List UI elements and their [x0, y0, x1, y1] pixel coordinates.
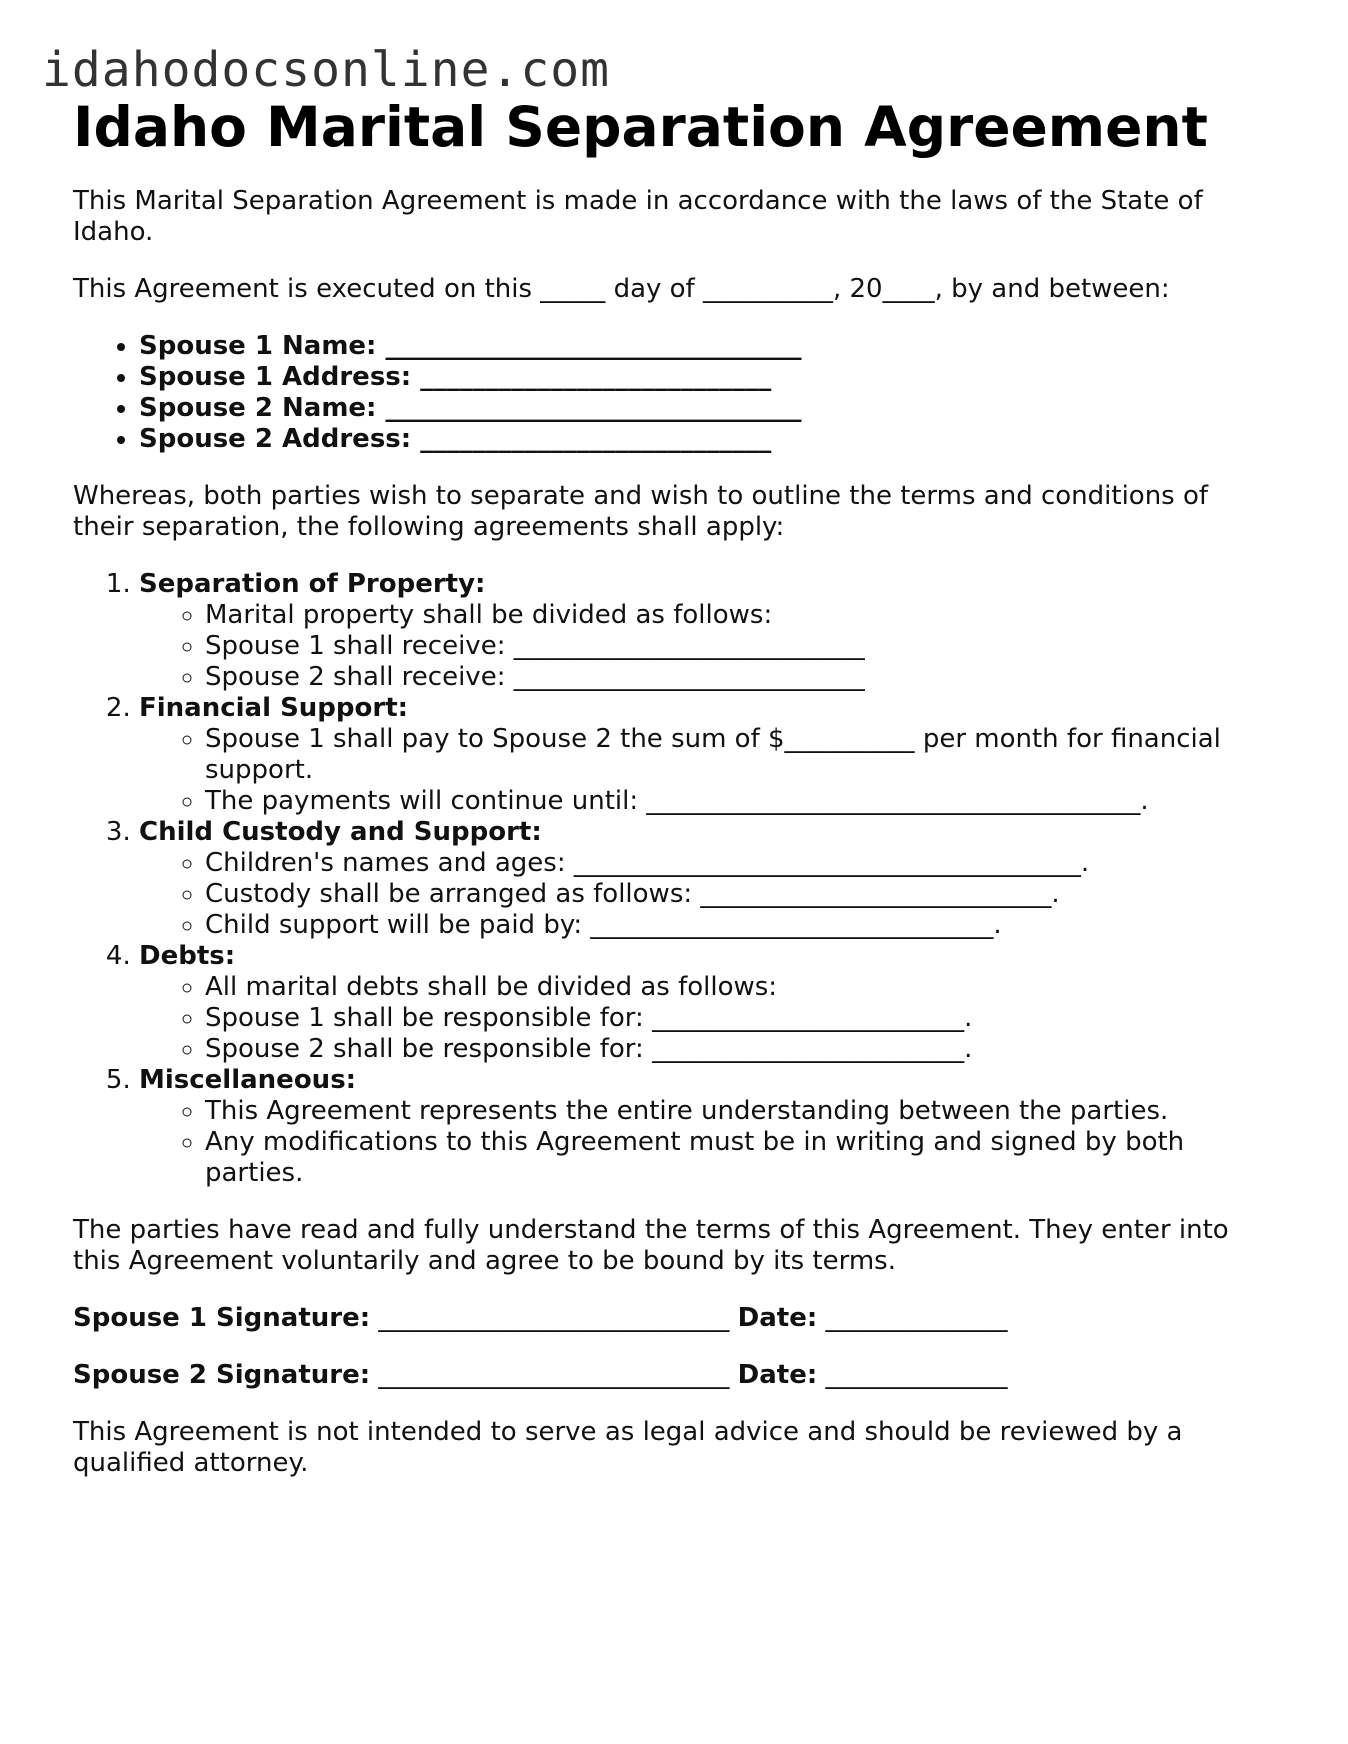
- section-title: Separation of Property:: [139, 569, 486, 599]
- disclaimer-paragraph: This Agreement is not intended to serve as legal advice and should be reviewed by a qualified attorney.: [73, 1417, 1183, 1478]
- section-items: [139, 724, 1268, 817]
- spouse-1-signature-line: [73, 1303, 1268, 1334]
- date-blank: ______________: [825, 1360, 1008, 1390]
- document-page: [73, 90, 1268, 1479]
- field-label: Spouse 1 Name:: [139, 331, 377, 361]
- agreement-terms-list: [73, 569, 1268, 1189]
- field-label: Spouse 1 Address:: [139, 362, 412, 392]
- section-items: [139, 1096, 1268, 1189]
- list-item: ◦ Spouse 2 shall be responsible for: ________________________.: [205, 1034, 1268, 1065]
- signature-blank: ___________________________: [378, 1303, 730, 1333]
- section-items: [139, 972, 1268, 1065]
- acknowledgement-paragraph: The parties have read and fully understand the terms of this Agreement. They enter into this Agreement voluntarily and agree to be bound by its terms.: [73, 1215, 1229, 1276]
- field-label: Spouse 2 Address:: [139, 424, 412, 454]
- section-title: Debts:: [139, 941, 236, 971]
- section-child-custody-and-support: [139, 817, 1268, 941]
- signature-label: Spouse 1 Signature:: [73, 1303, 371, 1333]
- section-items: [139, 848, 1268, 941]
- list-item: ◦ Spouse 2 shall receive: ___________________________: [205, 662, 1268, 693]
- date-label: Date:: [737, 1360, 818, 1390]
- list-item: ◦ Spouse 1 shall pay to Spouse 2 the sum of $__________ per month for financial support.: [205, 724, 1268, 786]
- section-financial-support: [139, 693, 1268, 817]
- field-blank: ___________________________: [420, 362, 772, 392]
- list-item: ◦ Children's names and ages: _______________________________________.: [205, 848, 1268, 879]
- field-label: Spouse 2 Name:: [139, 393, 377, 423]
- whereas-paragraph: Whereas, both parties wish to separate and wish to outline the terms and conditions of their separation, the following agreements shall apply:: [73, 481, 1209, 542]
- section-items: [139, 600, 1268, 693]
- spouse-1-address-field: [139, 362, 1268, 393]
- spouse-1-name-field: [139, 331, 1268, 362]
- spouse-2-name-field: [139, 393, 1268, 424]
- section-title: Child Custody and Support:: [139, 817, 542, 847]
- list-item: ◦ Marital property shall be divided as follows:: [205, 600, 1268, 631]
- field-blank: ________________________________: [385, 331, 802, 361]
- intro-paragraph: This Marital Separation Agreement is made in accordance with the laws of the State of Idaho.: [73, 186, 1203, 247]
- document-title: Idaho Marital Separation Agreement: [73, 95, 1208, 159]
- list-item: ◦ Any modifications to this Agreement must be in writing and signed by both parties.: [205, 1127, 1268, 1189]
- section-title: Miscellaneous:: [139, 1065, 357, 1095]
- list-item: ◦ This Agreement represents the entire understanding between the parties.: [205, 1096, 1268, 1127]
- field-blank: ___________________________: [420, 424, 772, 454]
- list-item: ◦ Spouse 1 shall be responsible for: ________________________.: [205, 1003, 1268, 1034]
- list-item: ◦ Spouse 1 shall receive: ___________________________: [205, 631, 1268, 662]
- date-blank: ______________: [825, 1303, 1008, 1333]
- field-blank: ________________________________: [385, 393, 802, 423]
- list-item: ◦ The payments will continue until: ______________________________________.: [205, 786, 1268, 817]
- date-label: Date:: [737, 1303, 818, 1333]
- section-separation-of-property: [139, 569, 1268, 693]
- list-item: ◦ Custody shall be arranged as follows: ___________________________.: [205, 879, 1268, 910]
- execution-date-paragraph: This Agreement is executed on this _____ day of __________, 20____, by and between:: [73, 274, 1170, 304]
- signature-label: Spouse 2 Signature:: [73, 1360, 371, 1390]
- site-watermark: idahodocsonline.com: [42, 42, 611, 98]
- section-miscellaneous: [139, 1065, 1268, 1189]
- section-debts: [139, 941, 1268, 1065]
- spouse-2-signature-line: [73, 1360, 1268, 1391]
- list-item: ◦ All marital debts shall be divided as follows:: [205, 972, 1268, 1003]
- section-title: Financial Support:: [139, 693, 409, 723]
- signature-blank: ___________________________: [378, 1360, 730, 1390]
- spouse-details-list: [73, 331, 1268, 455]
- list-item: ◦ Child support will be paid by: _______________________________.: [205, 910, 1268, 941]
- spouse-2-address-field: [139, 424, 1268, 455]
